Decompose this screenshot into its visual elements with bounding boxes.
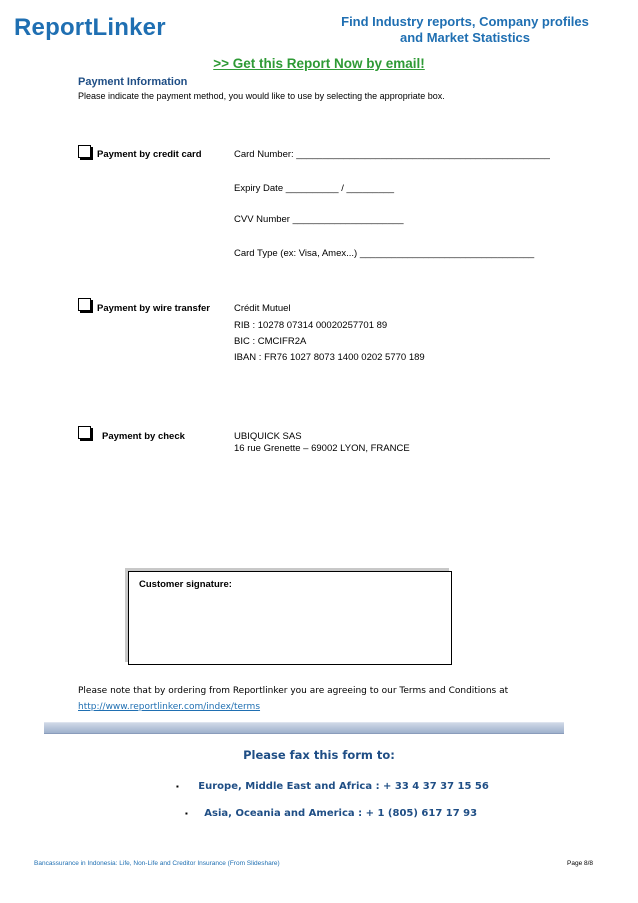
terms-note: Please note that by ordering from Reportlinker you are agreeing to our Terms and Conditions at	[78, 686, 509, 696]
fax-title: Please fax this form to:	[243, 748, 395, 762]
fax-item-europe	[176, 776, 489, 794]
card-type-field[interactable]: Card Type (ex: Visa, Amex...) _________________________________	[234, 248, 535, 259]
fax-europe-number: Europe, Middle East and Africa : + 33 4 37 37 15 56	[198, 781, 489, 792]
fax-item-asia	[185, 803, 477, 821]
get-report-link[interactable]: >> Get this Report Now by email!	[213, 56, 425, 71]
credit-card-label: Payment by credit card	[97, 149, 202, 160]
bic-code: BIC : CMCIFR2A	[234, 336, 307, 347]
payment-section-title: Payment Information	[78, 76, 188, 88]
page-number: Page 8/8	[567, 860, 594, 867]
header-tagline	[330, 14, 600, 46]
payment-section-description: Please indicate the payment method, you would like to use by selecting the appropriate box.	[78, 91, 445, 101]
company-address: 16 rue Grenette – 69002 LYON, FRANCE	[234, 443, 410, 454]
footer-report-title: Bancassurance in Indonesia: Life, Non-Life and Creditor Insurance (From Slideshare)	[34, 860, 280, 867]
wire-transfer-checkbox[interactable]	[78, 298, 91, 311]
rib-number: RIB : 10278 07314 00020257701 89	[234, 320, 388, 331]
section-divider	[44, 722, 564, 734]
fax-asia-number: Asia, Oceania and America : + 1 (805) 617 17 93	[204, 808, 478, 819]
wire-transfer-label: Payment by wire transfer	[97, 303, 210, 314]
tagline-line-1: Find Industry reports, Company profiles	[341, 14, 589, 29]
customer-signature-box[interactable]	[128, 571, 452, 665]
iban-number: IBAN : FR76 1027 8073 1400 0202 5770 189	[234, 352, 425, 363]
cvv-field[interactable]: CVV Number _____________________	[234, 214, 404, 225]
terms-link[interactable]: http://www.reportlinker.com/index/terms	[78, 702, 261, 712]
card-number-field[interactable]: Card Number: ________________________________________________	[234, 149, 550, 160]
check-checkbox[interactable]	[78, 426, 91, 439]
bank-name: Crédit Mutuel	[234, 303, 291, 314]
expiry-date-field[interactable]: Expiry Date __________ / _________	[234, 183, 395, 194]
bullet-icon: ▪	[185, 809, 188, 818]
bullet-icon: ▪	[176, 782, 179, 791]
tagline-line-2: and Market Statistics	[399, 30, 531, 45]
company-name: UBIQUICK SAS	[234, 431, 302, 442]
reportlinker-logo: ReportLinker	[14, 14, 166, 41]
customer-signature-label: Customer signature:	[139, 579, 232, 590]
credit-card-checkbox[interactable]	[78, 145, 91, 158]
check-label: Payment by check	[102, 431, 185, 442]
